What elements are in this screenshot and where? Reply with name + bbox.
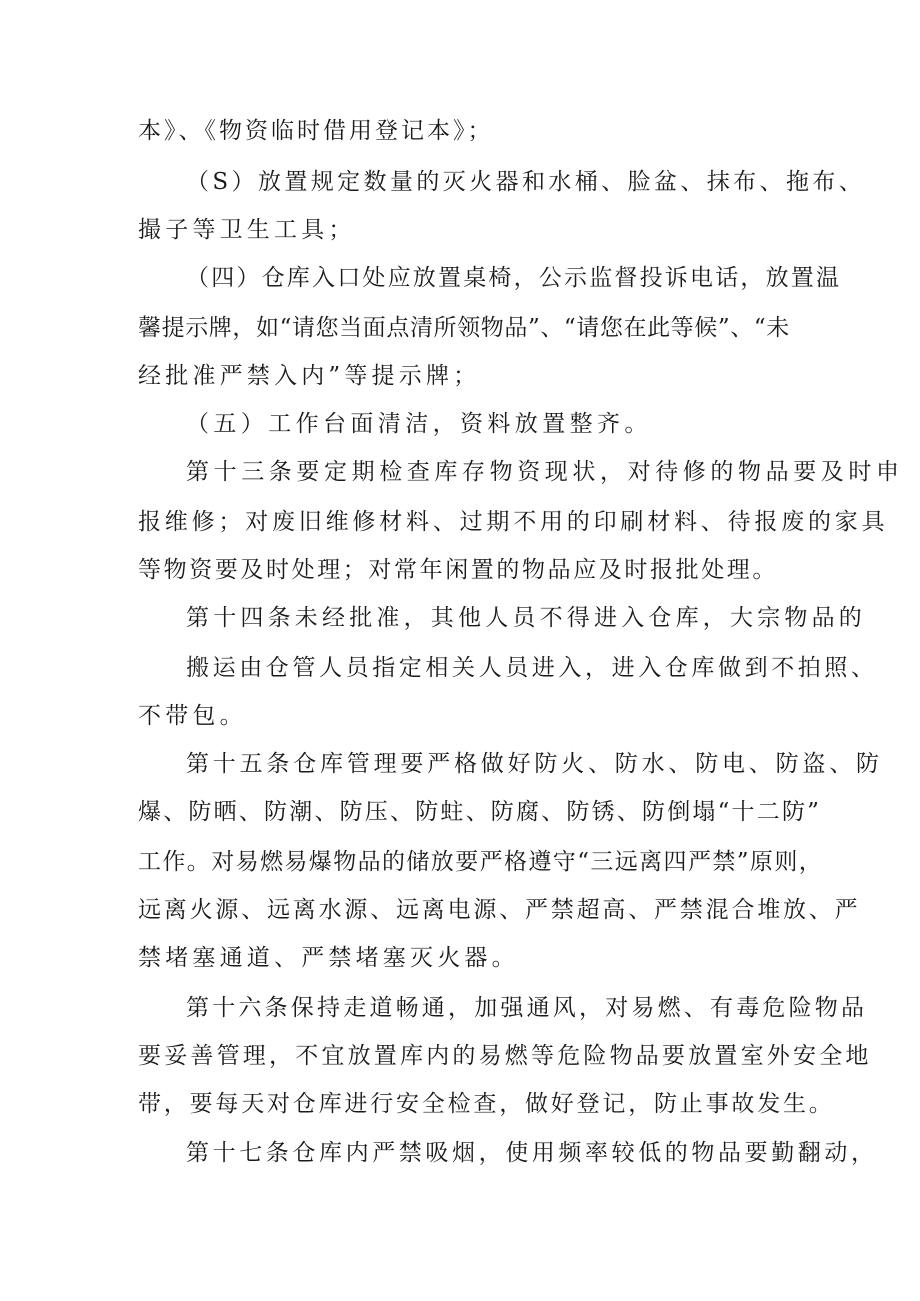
text-line-11: 第十四条未经批准，其他人员不得进入仓库，大宗物品的	[186, 605, 866, 631]
text-line-14: 第十五条仓库管理要严格做好防火、防水、防电、防盗、防	[186, 751, 883, 777]
text-line-13: 不带包。	[138, 703, 247, 729]
text-line-8: 第十三条要定期检查库存物资现状，对待修的物品要及时申	[186, 459, 904, 485]
text-line-10: 等物资要及时处理；对常年闲置的物品应及时报批处理。	[138, 557, 778, 583]
text-line-6: 经批准严禁入内”等提示牌；	[138, 363, 481, 389]
text-line-22: 第十七条仓库内严禁吸烟，使用频率较低的物品要勤翻动，	[186, 1140, 878, 1166]
text-line-18: 禁堵塞通道、严禁堵塞灭火器。	[138, 945, 519, 971]
text-line-19: 第十六条保持走道畅通，加强通风，对易燃、有毒危险物品	[186, 995, 868, 1021]
text-line-1: 本》、《物资临时借用登记本》；	[138, 118, 494, 144]
text-line-9: 报维修；对废旧维修材料、过期不用的印刷材料、待报废的家具	[138, 509, 889, 535]
text-line-15: 爆、防晒、防潮、防压、防蛀、防腐、防锈、防倒塌“十二防”	[138, 799, 822, 825]
text-line-5: 馨提示牌，如“请您当面点清所领物品”、“请您在此等候”、“未	[138, 315, 790, 341]
text-line-4: （四）仓库入口处应放置桌椅，公示监督投诉电话，放置温	[186, 265, 842, 291]
text-line-7: （五）工作台面清洁，资料放置整齐。	[186, 411, 652, 437]
text-line-16: 工作。对易燃易爆物品的储放要严格遵守“三远离四严禁”原则，	[138, 849, 824, 875]
text-line-21: 带，要每天对仓库进行安全检查，做好登记，防止事故发生。	[138, 1091, 835, 1117]
text-line-20: 要妥善管理，不宜放置库内的易燃等危险物品要放置室外安全地	[138, 1043, 872, 1069]
text-line-17: 远离火源、远离水源、远离电源、严禁超高、严禁混合堆放、严	[138, 897, 861, 923]
text-line-3: 撮子等卫生工具；	[138, 217, 356, 243]
text-line-12: 搬运由仓管人员指定相关人员进入，进入仓库做到不拍照、	[186, 655, 878, 681]
text-line-2: （S）放置规定数量的灭火器和水桶、脸盆、抹布、拖布、	[186, 169, 866, 195]
